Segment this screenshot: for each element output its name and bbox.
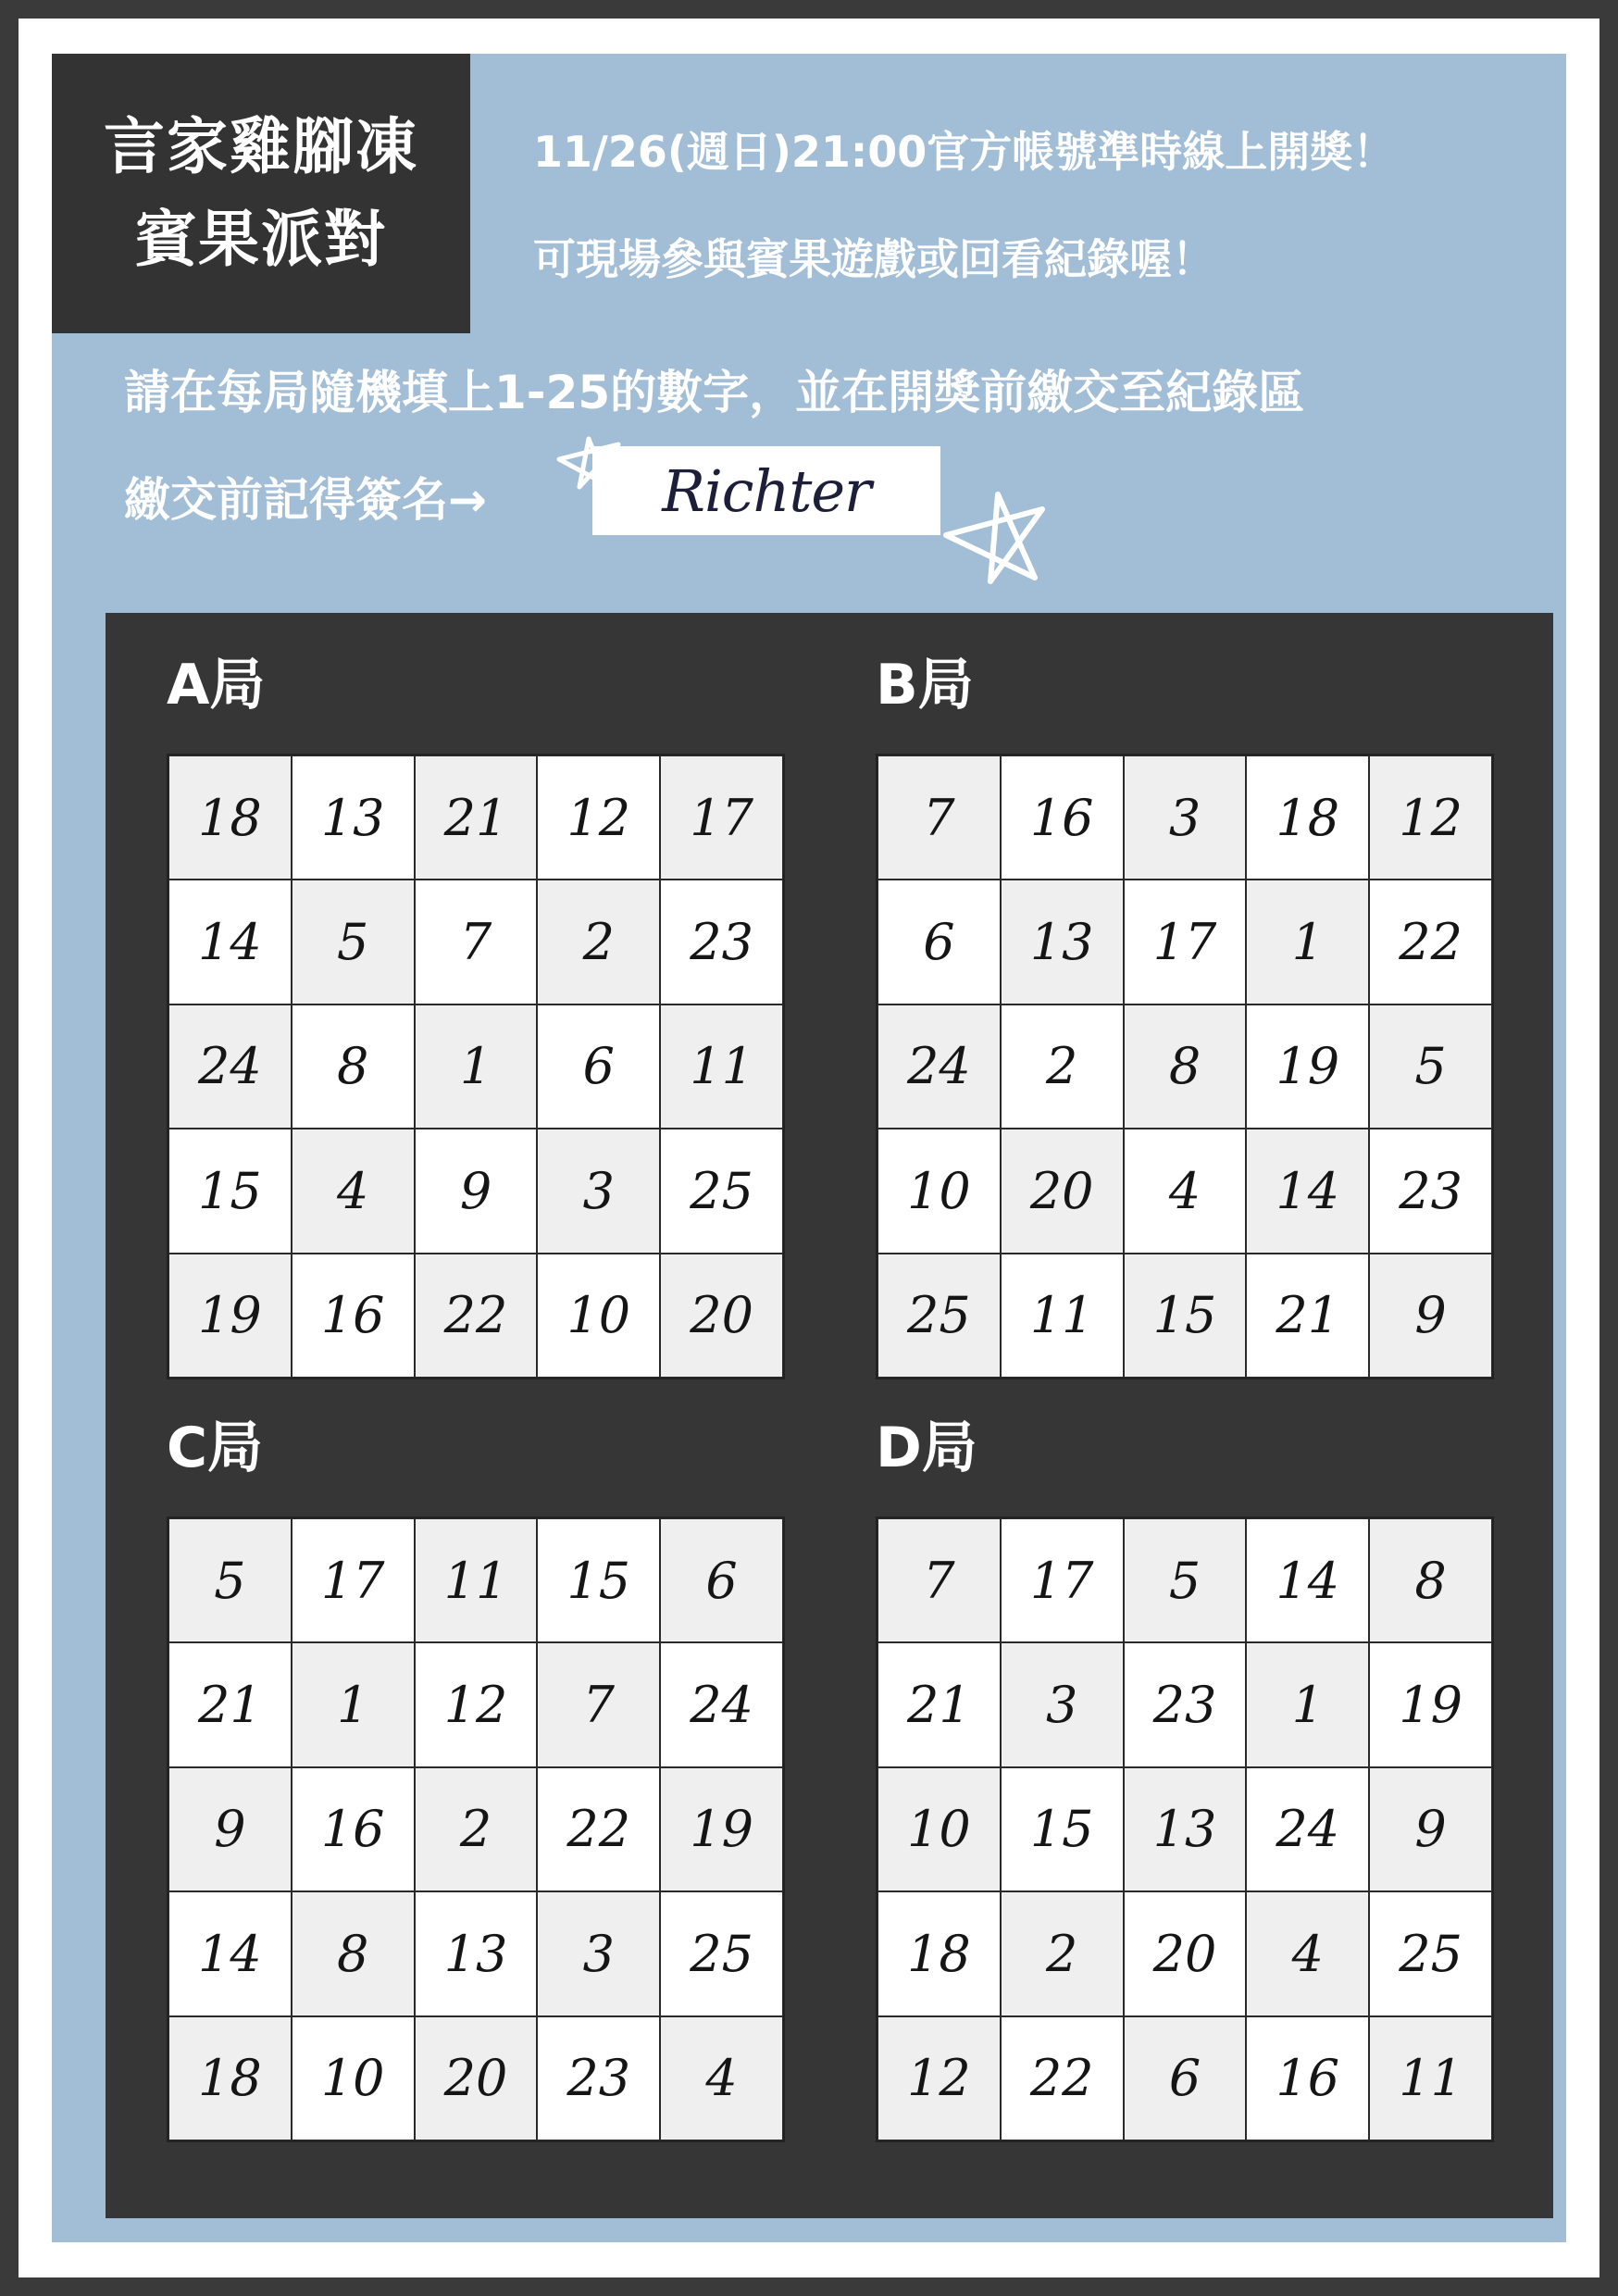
sign-instruction: 繳交前記得簽名→	[124, 473, 487, 527]
bingo-cell[interactable]: 21	[1246, 1254, 1369, 1378]
game-label: C局	[167, 1416, 264, 1480]
bingo-cell[interactable]: 7	[415, 880, 538, 1004]
bingo-cell[interactable]: 20	[1001, 1129, 1124, 1253]
bingo-cell[interactable]: 25	[660, 1891, 783, 2015]
bingo-cell[interactable]: 24	[660, 1642, 783, 1766]
bingo-cell[interactable]: 8	[292, 1004, 415, 1129]
bingo-cell[interactable]: 3	[537, 1891, 660, 2015]
bingo-cell[interactable]: 6	[877, 880, 1001, 1004]
bingo-cell[interactable]: 23	[660, 880, 783, 1004]
bingo-cell[interactable]: 15	[168, 1129, 292, 1253]
bingo-cell[interactable]: 23	[1124, 1642, 1247, 1766]
bingo-cell[interactable]: 3	[537, 1129, 660, 1253]
bingo-cell[interactable]: 13	[1001, 880, 1124, 1004]
event-title-line-2: 賓果派對	[135, 204, 387, 275]
bingo-cell[interactable]: 19	[660, 1767, 783, 1891]
bingo-cell[interactable]: 15	[1001, 1767, 1124, 1891]
bingo-cell[interactable]: 21	[168, 1642, 292, 1766]
bingo-cell[interactable]: 9	[168, 1767, 292, 1891]
bingo-cell[interactable]: 12	[877, 2016, 1001, 2140]
bingo-cell[interactable]: 2	[415, 1767, 538, 1891]
bingo-cell[interactable]: 22	[1001, 2016, 1124, 2140]
bingo-cell[interactable]: 6	[537, 1004, 660, 1129]
fill-instruction: 請在每局隨機填上1-25的數字，並在開獎前繳交至紀錄區	[124, 366, 1305, 419]
bingo-cell[interactable]: 1	[1246, 880, 1369, 1004]
bingo-cell[interactable]: 2	[1001, 1004, 1124, 1129]
bingo-cell[interactable]: 20	[1124, 1891, 1247, 2015]
bingo-cell[interactable]: 25	[660, 1129, 783, 1253]
bingo-cell[interactable]: 10	[877, 1767, 1001, 1891]
bingo-cell[interactable]: 16	[292, 1767, 415, 1891]
bingo-cell[interactable]: 19	[168, 1254, 292, 1378]
bingo-cell[interactable]: 4	[292, 1129, 415, 1253]
bingo-cell[interactable]: 22	[415, 1254, 538, 1378]
bingo-cell[interactable]: 16	[1246, 2016, 1369, 2140]
bingo-cell[interactable]: 24	[1246, 1767, 1369, 1891]
bingo-cell[interactable]: 9	[1369, 1767, 1492, 1891]
event-title-line-1: 言家雞腳凍	[104, 111, 418, 182]
bingo-cell[interactable]: 25	[1369, 1891, 1492, 2015]
bingo-cell[interactable]: 6	[1124, 2016, 1247, 2140]
bingo-cell[interactable]: 4	[1124, 1129, 1247, 1253]
draw-time-announcement: 11/26(週日)21:00官方帳號準時線上開獎！	[533, 127, 1396, 177]
bingo-cell[interactable]: 15	[1124, 1254, 1247, 1378]
bingo-cell[interactable]: 21	[415, 755, 538, 880]
bingo-cell[interactable]: 14	[1246, 1129, 1369, 1253]
bingo-cell[interactable]: 4	[660, 2016, 783, 2140]
bingo-cell[interactable]: 5	[1369, 1004, 1492, 1129]
bingo-cell[interactable]: 9	[1369, 1254, 1492, 1378]
bingo-cell[interactable]: 1	[1246, 1642, 1369, 1766]
bingo-cell[interactable]: 7	[877, 1518, 1001, 1642]
bingo-board	[106, 613, 1553, 2218]
signature-text: Richter	[662, 456, 871, 525]
flyer-panel	[52, 54, 1566, 2242]
bingo-cell[interactable]: 16	[1001, 755, 1124, 880]
bingo-cell[interactable]: 13	[292, 755, 415, 880]
event-title-box	[52, 54, 470, 333]
bingo-cell[interactable]: 2	[1001, 1891, 1124, 2015]
bingo-cell[interactable]: 22	[1369, 880, 1492, 1004]
bingo-cell[interactable]: 23	[537, 2016, 660, 2140]
bingo-cell[interactable]: 18	[1246, 755, 1369, 880]
bingo-cell[interactable]: 17	[1124, 880, 1247, 1004]
bingo-cell[interactable]: 17	[1001, 1518, 1124, 1642]
bingo-cell[interactable]: 1	[415, 1004, 538, 1129]
page-sheet	[19, 19, 1599, 2277]
bingo-cell[interactable]: 17	[660, 755, 783, 880]
bingo-cell[interactable]: 11	[1001, 1254, 1124, 1378]
bingo-cell[interactable]: 24	[168, 1004, 292, 1129]
bingo-cell[interactable]: 14	[1246, 1518, 1369, 1642]
bingo-cell[interactable]: 20	[415, 2016, 538, 2140]
bingo-cell[interactable]: 3	[1001, 1642, 1124, 1766]
bingo-cell[interactable]: 7	[537, 1642, 660, 1766]
bingo-cell[interactable]: 8	[292, 1891, 415, 2015]
bingo-cell[interactable]: 11	[415, 1518, 538, 1642]
bingo-cell[interactable]: 24	[877, 1004, 1001, 1129]
bingo-cell[interactable]: 8	[1369, 1518, 1492, 1642]
bingo-cell[interactable]: 2	[537, 880, 660, 1004]
bingo-cell[interactable]: 3	[1124, 755, 1247, 880]
bingo-cell[interactable]: 10	[292, 2016, 415, 2140]
bingo-cell[interactable]: 12	[537, 755, 660, 880]
bingo-cell[interactable]: 17	[292, 1518, 415, 1642]
bingo-cell[interactable]: 18	[168, 755, 292, 880]
bingo-cell[interactable]: 9	[415, 1129, 538, 1253]
bingo-cell[interactable]: 8	[1124, 1004, 1247, 1129]
bingo-cell[interactable]: 25	[877, 1254, 1001, 1378]
bingo-cell[interactable]: 18	[877, 1891, 1001, 2015]
doodle-star-icon	[940, 489, 1052, 591]
bingo-cell[interactable]: 5	[1124, 1518, 1247, 1642]
bingo-cell[interactable]: 12	[1369, 755, 1492, 880]
bingo-cell[interactable]: 14	[168, 1891, 292, 2015]
game-label: B局	[876, 653, 974, 718]
bingo-grid	[167, 754, 785, 1379]
bingo-cell[interactable]: 10	[877, 1129, 1001, 1253]
bingo-cell[interactable]: 13	[1124, 1767, 1247, 1891]
bingo-cell[interactable]: 4	[1246, 1891, 1369, 2015]
bingo-cell[interactable]: 14	[168, 880, 292, 1004]
bingo-cell[interactable]: 18	[168, 2016, 292, 2140]
replay-note: 可現場參與賓果遊戲或回看紀錄喔！	[533, 234, 1214, 284]
bingo-cell[interactable]: 1	[292, 1642, 415, 1766]
bingo-cell[interactable]: 23	[1369, 1129, 1492, 1253]
bingo-cell[interactable]: 5	[292, 880, 415, 1004]
bingo-cell[interactable]: 20	[660, 1254, 783, 1378]
bingo-cell[interactable]: 19	[1369, 1642, 1492, 1766]
bingo-cell[interactable]: 10	[537, 1254, 660, 1378]
bingo-cell[interactable]: 11	[660, 1004, 783, 1129]
bingo-cell[interactable]: 5	[168, 1518, 292, 1642]
bingo-cell[interactable]: 11	[1369, 2016, 1492, 2140]
bingo-cell[interactable]: 22	[537, 1767, 660, 1891]
game-label: D局	[876, 1416, 977, 1480]
bingo-cell[interactable]: 12	[415, 1642, 538, 1766]
bingo-cell[interactable]: 6	[660, 1518, 783, 1642]
bingo-grid	[876, 1516, 1494, 2142]
bingo-cell[interactable]: 15	[537, 1518, 660, 1642]
signature-box[interactable]	[592, 446, 940, 535]
bingo-grid	[876, 754, 1494, 1379]
bingo-cell[interactable]: 21	[877, 1642, 1001, 1766]
bingo-grid	[167, 1516, 785, 2142]
game-label: A局	[167, 653, 266, 718]
bingo-cell[interactable]: 16	[292, 1254, 415, 1378]
bingo-cell[interactable]: 13	[415, 1891, 538, 2015]
bingo-cell[interactable]: 19	[1246, 1004, 1369, 1129]
bingo-cell[interactable]: 7	[877, 755, 1001, 880]
